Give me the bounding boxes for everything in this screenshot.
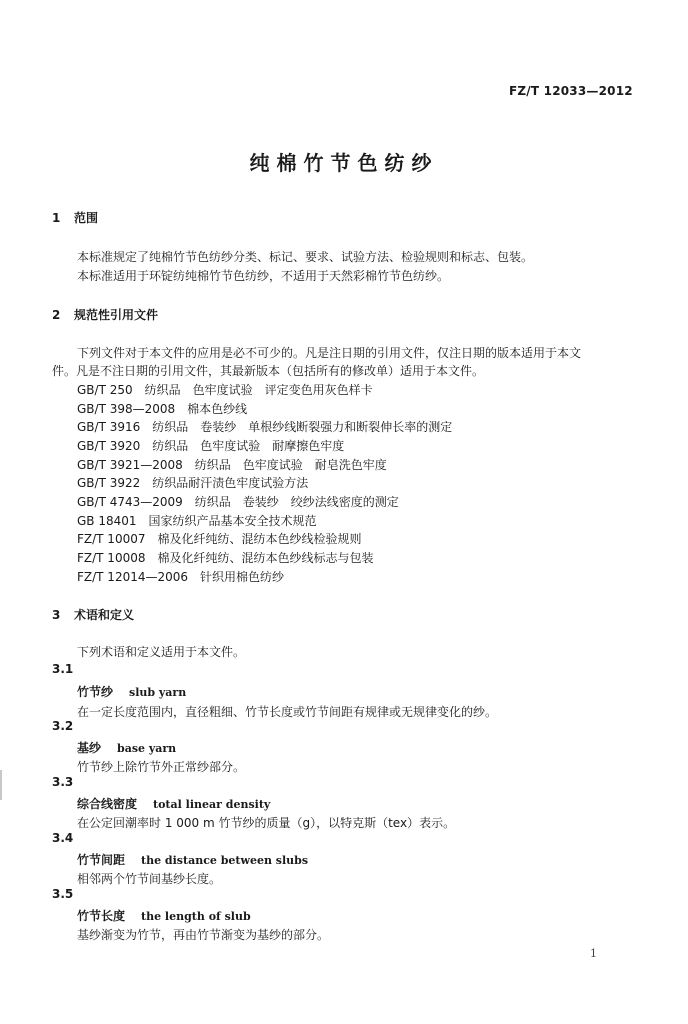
term-zh: 竹节纱 (77, 685, 114, 699)
section-3-heading (52, 606, 134, 623)
reference-item: GB/T 3920 纺织品 色牢度试验 耐摩擦色牢度 (77, 439, 345, 453)
term-number: 3.5 (52, 887, 74, 901)
section-title: 术语和定义 (74, 608, 135, 622)
reference-item: GB/T 3921—2008 纺织品 色牢度试验 耐皂洗色牢度 (77, 458, 387, 472)
term-title (77, 683, 186, 700)
term-en: base yarn (117, 742, 177, 755)
reference-item: GB/T 3916 纺织品 卷装纱 单根纱线断裂强力和断裂伸长率的测定 (77, 420, 453, 434)
term-title (77, 795, 270, 812)
reference-item: FZ/T 10007 棉及化纤纯纺、混纺本色纱线检验规则 (77, 532, 362, 546)
standard-number: FZ/T 12033—2012 (509, 84, 633, 98)
term-title (77, 739, 176, 756)
section-2-intro: 件。凡是不注日期的引用文件，其最新版本（包括所有的修改单）适用于本文件。 (52, 364, 485, 378)
section-number: 2 (52, 308, 61, 322)
section-title: 范围 (74, 211, 99, 225)
section-title: 规范性引用文件 (74, 308, 159, 322)
term-number: 3.1 (52, 662, 74, 676)
term-number: 3.3 (52, 775, 74, 789)
term-en: slub yarn (129, 686, 187, 699)
section-2-intro: 下列文件对于本文件的应用是必不可少的。凡是注日期的引用文件，仅注日期的版本适用于本文 (77, 346, 582, 360)
section-1-paragraph: 本标准规定了纯棉竹节色纺纱分类、标记、要求、试验方法、检验规则和标志、包装。 (77, 250, 534, 264)
term-title (77, 907, 251, 924)
section-2-heading (52, 306, 158, 323)
section-number: 1 (52, 211, 61, 225)
term-definition: 相邻两个竹节间基纱长度。 (77, 872, 222, 886)
section-number: 3 (52, 608, 61, 622)
reference-item: FZ/T 12014—2006 针织用棉色纺纱 (77, 570, 285, 584)
document-title: 纯棉竹节色纺纱 (249, 151, 439, 175)
reference-item: GB/T 398—2008 棉本色纱线 (77, 402, 248, 416)
page-number: 1 (590, 947, 597, 960)
term-zh: 竹节间距 (77, 853, 126, 867)
scan-margin-mark (0, 770, 2, 800)
reference-item: GB/T 250 纺织品 色牢度试验 评定变色用灰色样卡 (77, 383, 373, 397)
term-definition: 竹节纱上除竹节外正常纱部分。 (77, 760, 246, 774)
section-3-intro: 下列术语和定义适用于本文件。 (77, 645, 246, 659)
section-1-heading (52, 209, 98, 226)
reference-item: FZ/T 10008 棉及化纤纯纺、混纺本色纱线标志与包装 (77, 551, 374, 565)
term-zh: 竹节长度 (77, 909, 126, 923)
term-zh: 基纱 (77, 741, 102, 755)
term-definition: 在公定回潮率时 1 000 m 竹节纱的质量（g），以特克斯（tex）表示。 (77, 816, 456, 830)
term-number: 3.4 (52, 831, 74, 845)
term-en: total linear density (153, 798, 271, 811)
term-definition: 基纱渐变为竹节，再由竹节渐变为基纱的部分。 (77, 928, 330, 942)
reference-item: GB 18401 国家纺织产品基本安全技术规范 (77, 514, 317, 528)
term-title (77, 851, 308, 868)
term-number: 3.2 (52, 719, 74, 733)
term-zh: 综合线密度 (77, 797, 138, 811)
section-1-paragraph: 本标准适用于环锭纺纯棉竹节色纺纱，不适用于天然彩棉竹节色纺纱。 (77, 269, 450, 283)
term-definition: 在一定长度范围内，直径粗细、竹节长度或竹节间距有规律或无规律变化的纱。 (77, 705, 498, 719)
reference-item: GB/T 4743—2009 纺织品 卷装纱 绞纱法线密度的测定 (77, 495, 399, 509)
term-en: the distance between slubs (141, 854, 309, 867)
reference-item: GB/T 3922 纺织品耐汗渍色牢度试验方法 (77, 476, 309, 490)
term-en: the length of slub (141, 910, 251, 923)
